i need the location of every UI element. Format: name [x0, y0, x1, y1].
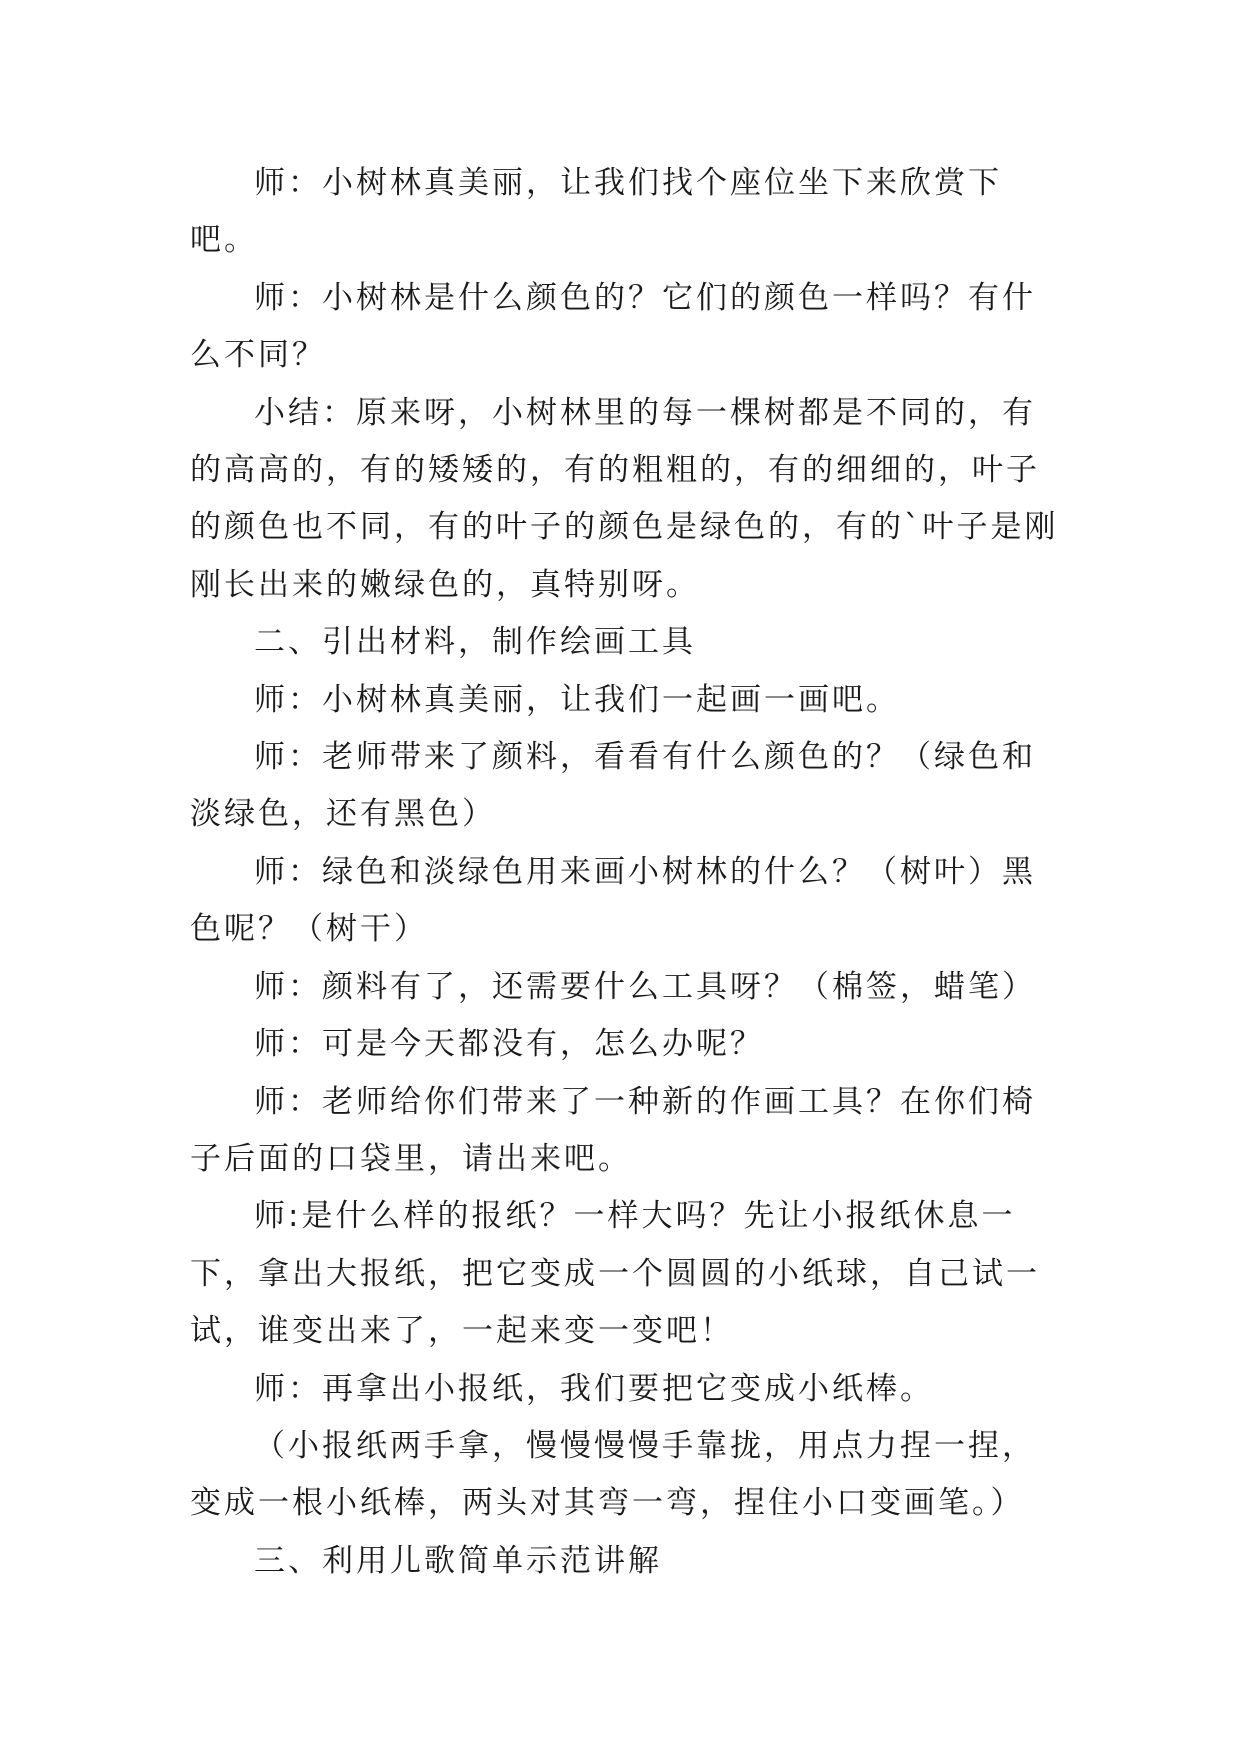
paragraph: 师：可是今天都没有，怎么办呢？ [254, 1026, 764, 1063]
paragraph: 师：颜料有了，还需要什么工具呀？（棉签，蜡笔） [254, 968, 1036, 1005]
paragraph: 师：小树林真美丽，让我们一起画一画吧。 [254, 681, 900, 718]
section-heading: 三、利用儿歌简单示范讲解 [254, 1542, 662, 1579]
paragraph: 小结：原来呀，小树林里的每一棵树都是不同的，有的高高的，有的矮矮的，有的粗粗的，有的细细的，叶子的颜色也不同，有的叶子的颜色是绿色的，有的`叶子是刚刚长出来的嫩绿色的，真特别呀。 [190, 394, 1059, 603]
paragraph: 师：再拿出小报纸，我们要把它变成小纸棒。 [254, 1370, 934, 1407]
paragraph: 师：小树林真美丽，让我们找个座位坐下来欣赏下吧。 [190, 165, 1002, 259]
document-body [190, 155, 1060, 1590]
paragraph: 师：老师带来了颜料，看看有什么颜色的？（绿色和淡绿色，还有黑色） [190, 739, 1036, 833]
section-heading: 二、引出材料，制作绘画工具 [254, 624, 696, 661]
paragraph: 师：老师给你们带来了一种新的作画工具？在你们椅子后面的口袋里，请出来吧。 [190, 1083, 1036, 1177]
paragraph: 师:是什么样的报纸？一样大吗？先让小报纸休息一下，拿出大报纸，把它变成一个圆圆的小纸球，自己试一试，谁变出来了，一起来变一变吧！ [190, 1198, 1040, 1350]
paragraph: 师：绿色和淡绿色用来画小树林的什么？（树叶）黑色呢？（树干） [190, 853, 1036, 948]
paragraph: （小报纸两手拿，慢慢慢慢手靠拢，用点力捏一捏，变成一根小纸棒，两头对其弯一弯，捏住小口变画笔。） [190, 1427, 1036, 1522]
paragraph: 师：小树林是什么颜色的？它们的颜色一样吗？有什么不同？ [190, 279, 1036, 374]
